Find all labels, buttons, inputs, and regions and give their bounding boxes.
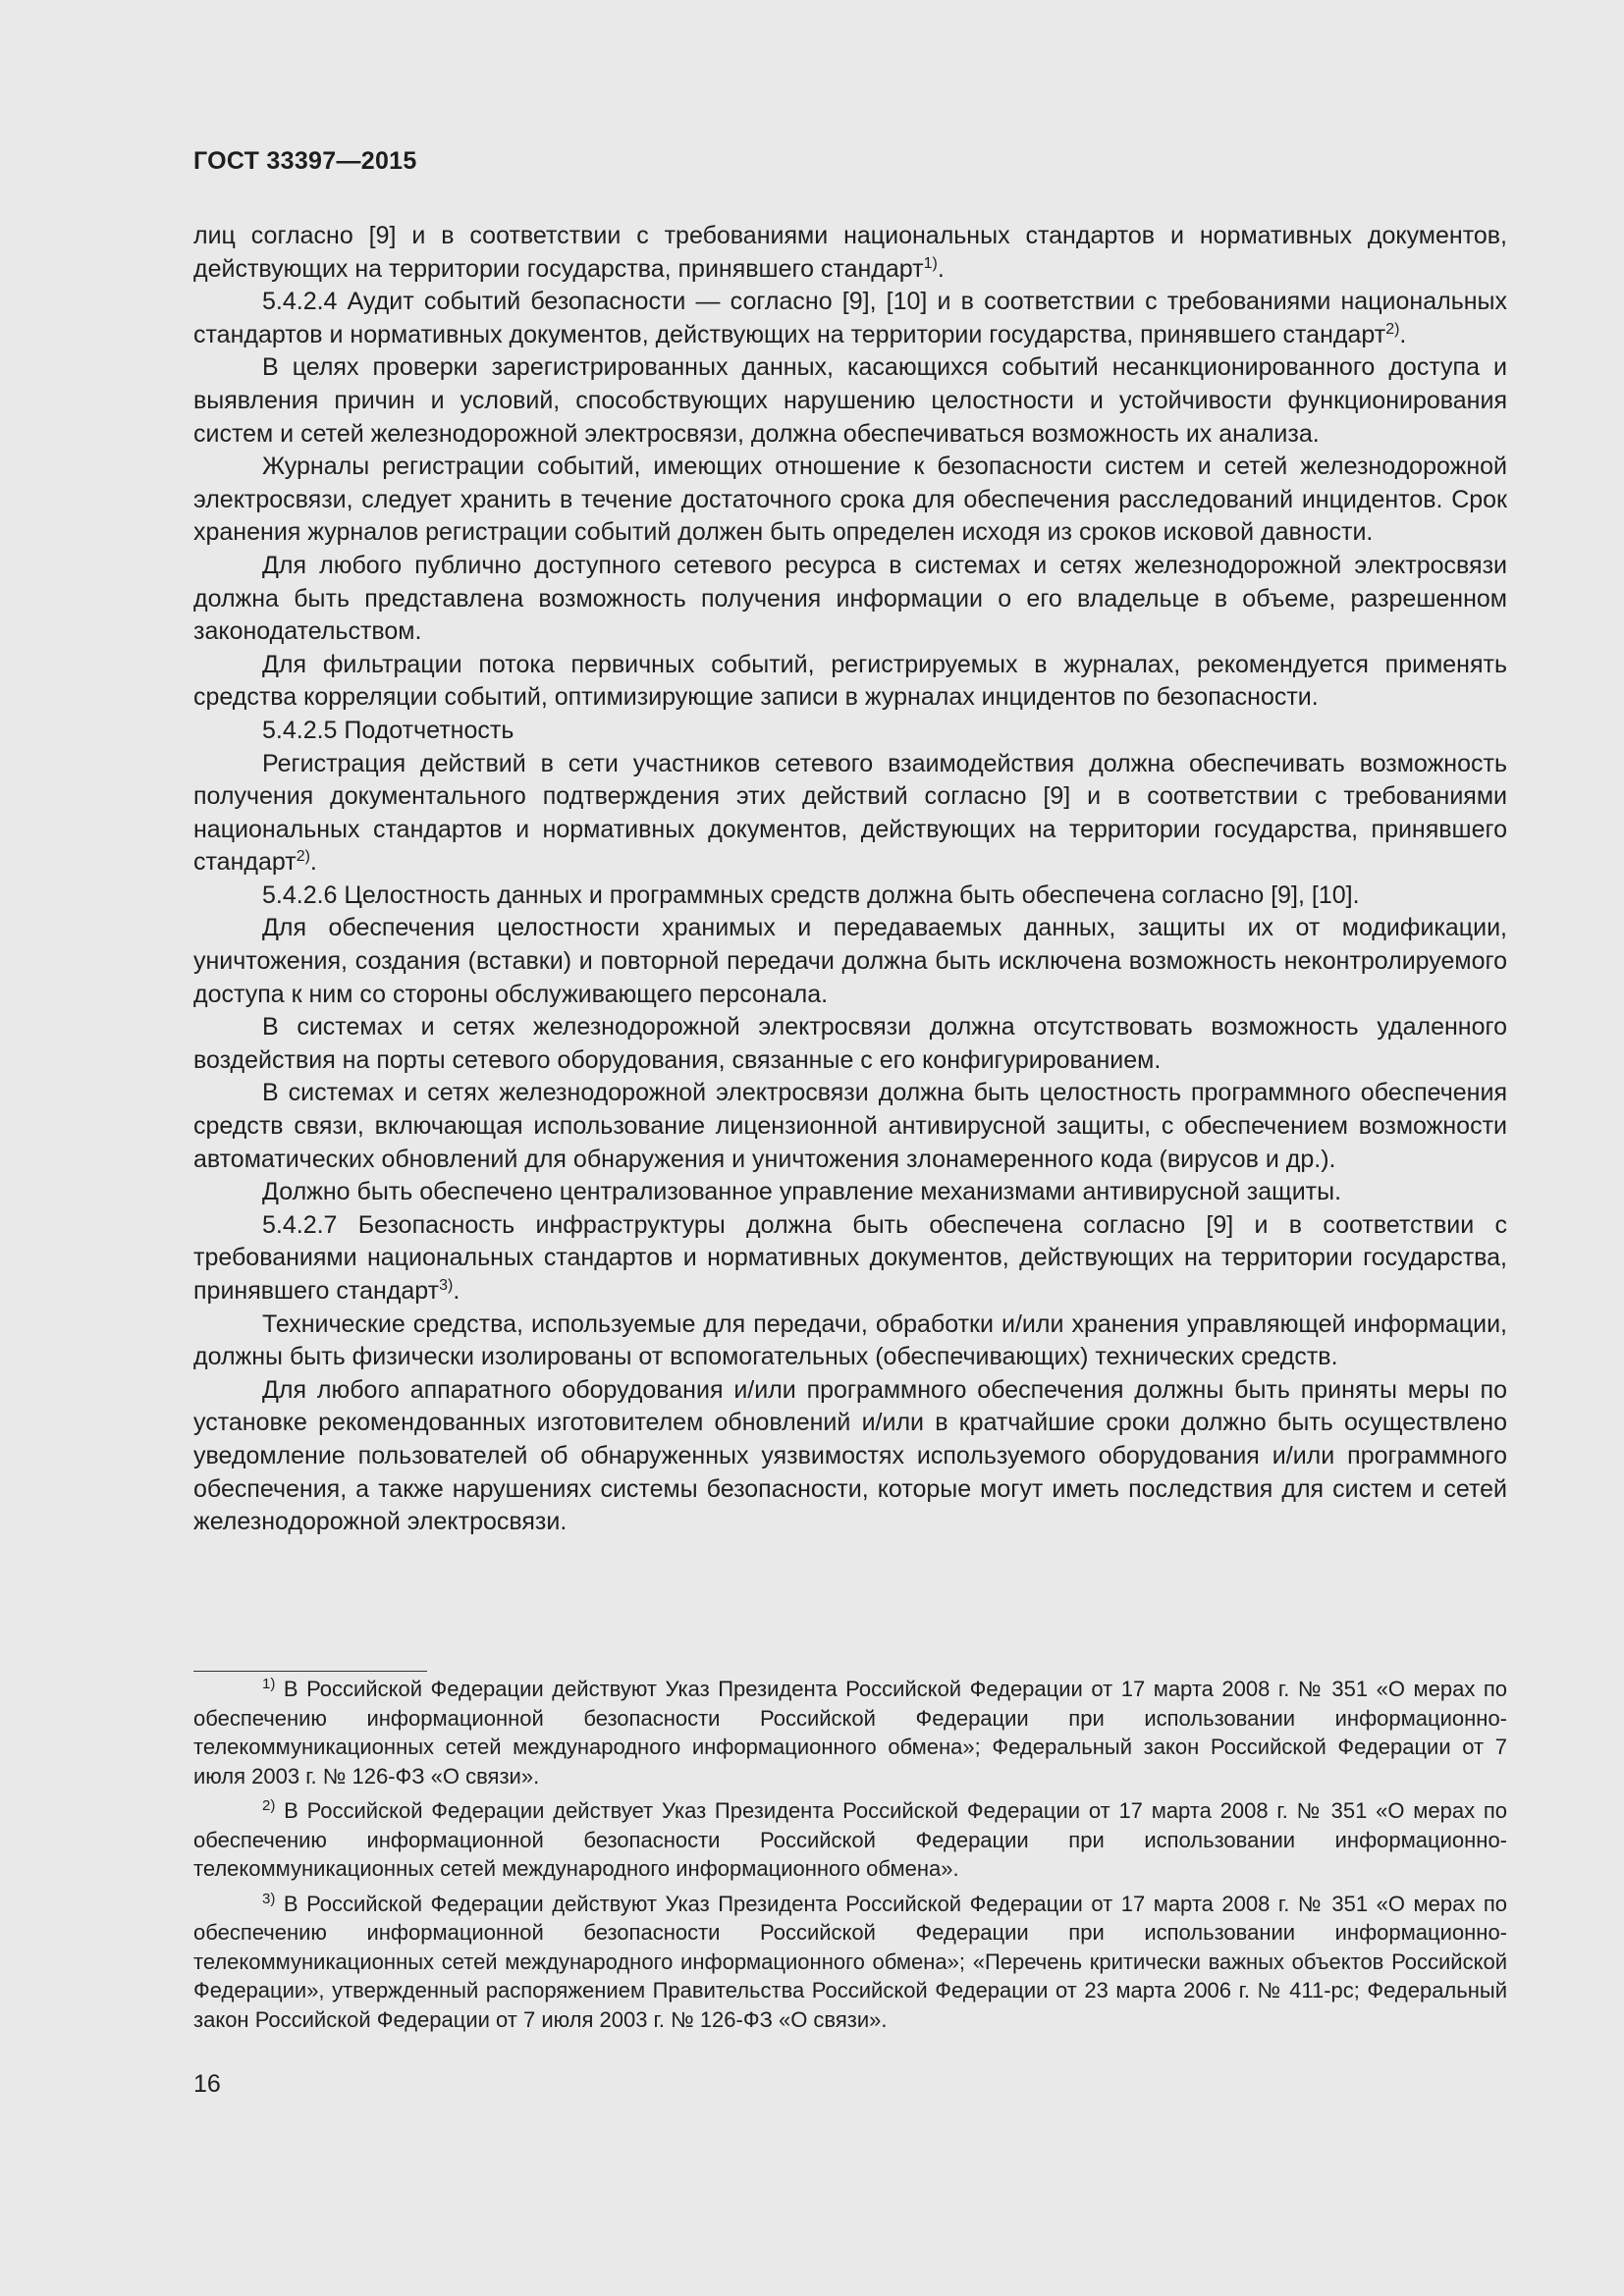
paragraph xyxy=(193,880,1507,913)
paragraph xyxy=(193,1011,1507,1077)
footnotes xyxy=(193,1675,1507,2040)
paragraph-text: . xyxy=(937,254,945,283)
footnote-ref: 2) xyxy=(1385,320,1400,338)
paragraph-text: В системах и сетях железнодорожной электросвязи должна отсутствовать возможность удаленного воздействия на порты сетевого оборудования, связанные с его конфигурированием. xyxy=(193,1013,1507,1074)
document-header: ГОСТ 33397—2015 xyxy=(193,147,417,175)
paragraph-text: В целях проверки зарегистрированных данных, касающихся событий несанкционированного доступа и выявления причин и условий, способствующих нарушению целостности и устойчивости функционирования систем и сетей железнодорожной электросвязи, должна обеспечиваться возможность их анализа. xyxy=(193,353,1507,448)
paragraph-text: Регистрация действий в сети участников сетевого взаимодействия должна обеспечивать возможность получения документального подтверждения этих действий согласно [9] и в соответствии с требованиями национальных стандартов и нормативных документов, действующих на территории государства, принявшего стандарт xyxy=(193,749,1507,877)
paragraph-text: Для обеспечения целостности хранимых и передаваемых данных, защиты их от модификации, уничтожения, создания (вставки) и повторной передачи должна быть исключена возможность неконтролируемого доступа к ним со стороны обслуживающего персонала. xyxy=(193,914,1507,1008)
paragraph-text: Для фильтрации потока первичных событий, регистрируемых в журналах, рекомендуется применять средства корреляции событий, оптимизирующие записи в журналах инцидентов по безопасности. xyxy=(193,650,1507,712)
paragraph-text: 5.4.2.7 Безопасность инфраструктуры должна быть обеспечена согласно [9] и в соответствии с требованиями национальных стандартов и нормативных документов, действующих на территории государства, принявшего стандарт xyxy=(193,1210,1507,1305)
paragraph xyxy=(193,1374,1507,1539)
page-number: 16 xyxy=(193,2070,221,2098)
paragraph-text: Журналы регистрации событий, имеющих отношение к безопасности систем и сетей железнодорожной электросвязи, следует хранить в течение достаточного срока для обеспечения расследований инцидентов. Срок хранения журналов регистрации событий должен быть определен исходя из сроков исковой давности. xyxy=(193,453,1507,547)
paragraph xyxy=(193,1077,1507,1176)
paragraph xyxy=(193,351,1507,451)
footnote-ref: 3) xyxy=(439,1277,454,1294)
footnote xyxy=(193,1675,1507,1790)
paragraph-text: . xyxy=(1399,320,1407,348)
footnote-mark: 3) xyxy=(262,1890,276,1907)
paragraph-text: Должно быть обеспечено централизованное управление механизмами антивирусной защиты. xyxy=(262,1178,1342,1206)
paragraph-text: 5.4.2.6 Целостность данных и программных средств должна быть обеспечена согласно [9], [10]. xyxy=(262,881,1360,909)
footnote xyxy=(193,1796,1507,1884)
footnote-text: В Российской Федерации действуют Указ Президента Российской Федерации от 17 марта 2008 г. № 351 «О мерах по обеспечению информационной безопасности Российской Федерации при использовании информационно-телекоммуникационных сетей международного информационного обмена»; «Перечень критически важных объектов Российской Федерации», утвержденный распоряжением Правительства Российской Федерации от 23 марта 2006 г. № 411-рс; Федеральный закон Российской Федерации от 7 июля 2003 г. № 126-ФЗ «О связи». xyxy=(193,1891,1507,2032)
paragraph xyxy=(193,451,1507,550)
paragraph-text: Для любого аппаратного оборудования и/или программного обеспечения должны быть приняты меры по установке рекомендованных изготовителем обновлений и/или в кратчайшие сроки должно быть осуществлено уведомление пользователей об обнаруженных уязвимостях используемого оборудования и/или программного обеспечения, а также нарушениях системы безопасности, которые могут иметь последствия для систем и сетей железнодорожной электросвязи. xyxy=(193,1375,1507,1536)
paragraph xyxy=(193,286,1507,351)
footnote-ref: 2) xyxy=(296,848,310,866)
footnote-text: В Российской Федерации действует Указ Президента Российской Федерации от 17 марта 2008 г. № 351 «О мерах по обеспечению информационной безопасности Российской Федерации при использовании информационно-телекоммуникационных сетей международного информационного обмена». xyxy=(193,1798,1507,1881)
paragraph xyxy=(193,550,1507,649)
paragraph xyxy=(193,715,1507,748)
paragraph xyxy=(193,649,1507,715)
paragraph xyxy=(193,220,1507,286)
paragraph xyxy=(193,912,1507,1011)
paragraph-text: Технические средства, используемые для передачи, обработки и/или хранения управляющей информации, должны быть физически изолированы от вспомогательных (обеспечивающих) технических средств. xyxy=(193,1309,1507,1371)
footnote-ref: 1) xyxy=(923,254,938,272)
paragraph-text: В системах и сетях железнодорожной электросвязи должна быть целостность программного обеспечения средств связи, включающая использование лицензионной антивирусной защиты, с обеспечением возможности автоматических обновлений для обнаружения и уничтожения злонамеренного кода (вирусов и др.). xyxy=(193,1079,1507,1173)
paragraph xyxy=(193,1209,1507,1308)
footnote-separator xyxy=(193,1671,427,1672)
body-text xyxy=(193,220,1507,1539)
paragraph-text: Для любого публично доступного сетевого ресурса в системах и сетях железнодорожной электросвязи должна быть представлена возможность получения информации о его владельце в объеме, разрешенном законодательством. xyxy=(193,551,1507,646)
paragraph xyxy=(193,1176,1507,1209)
footnote-mark: 2) xyxy=(262,1797,276,1814)
footnote-mark: 1) xyxy=(262,1676,276,1692)
paragraph-text: 5.4.2.5 Подотчетность xyxy=(262,716,514,744)
paragraph xyxy=(193,748,1507,880)
paragraph xyxy=(193,1308,1507,1374)
footnote-text: В Российской Федерации действуют Указ Президента Российской Федерации от 17 марта 2008 г. № 351 «О мерах по обеспечению информационной безопасности Российской Федерации при использовании информационно-телекоммуникационных сетей международного информационного обмена»; Федеральный закон Российской Федерации от 7 июля 2003 г. № 126-ФЗ «О связи». xyxy=(193,1677,1507,1789)
paragraph-text: лиц согласно [9] и в соответствии с требованиями национальных стандартов и нормативных документов, действующих на территории государства, принявшего стандарт xyxy=(193,222,1507,283)
paragraph-text: 5.4.2.4 Аудит событий безопасности — согласно [9], [10] и в соответствии с требованиями национальных стандартов и нормативных документов, действующих на территории государства, принявшего стандарт xyxy=(193,288,1507,348)
paragraph-text: . xyxy=(309,848,317,877)
footnote xyxy=(193,1890,1507,2035)
paragraph-text: . xyxy=(453,1277,460,1305)
